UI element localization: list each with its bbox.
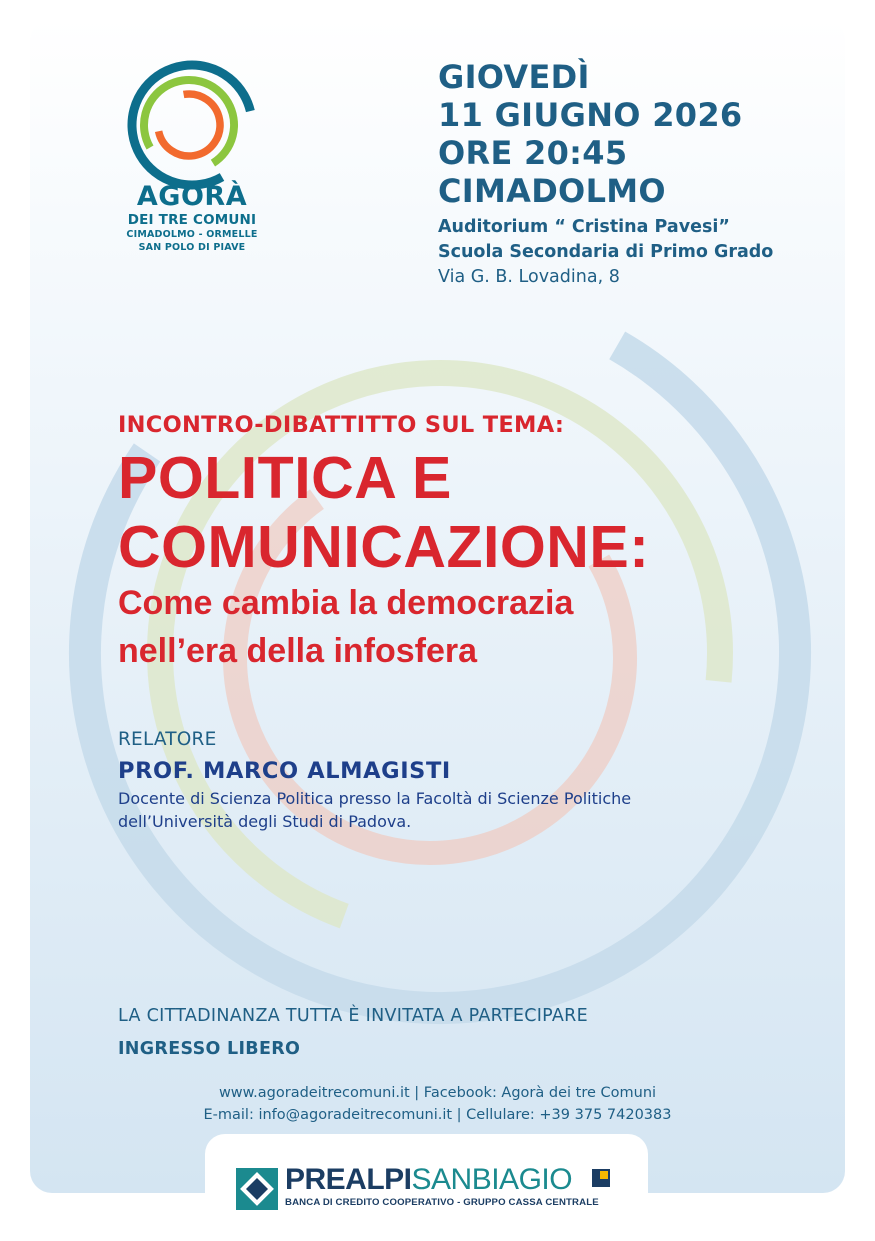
topic-subtitle-line2: nell’era della infosfera (118, 632, 478, 670)
event-city: CIMADOLMO (438, 172, 666, 210)
speaker-name: PROF. MARCO ALMAGISTI (118, 758, 451, 784)
agora-logo (112, 55, 272, 254)
venue-address: Via G. B. Lovadina, 8 (438, 267, 620, 287)
topic-subtitle-line1: Come cambia la democrazia (118, 584, 574, 622)
sponsor-brand-sanbiagio: SANBIAGIO (411, 1163, 573, 1196)
logo-towns-line2: SAN POLO DI PIAVE (138, 242, 246, 253)
sponsor-box (205, 1134, 648, 1241)
topic-title-line1: POLITICA E (118, 445, 452, 511)
speaker-block (118, 725, 631, 833)
venue-school: Scuola Secondaria di Primo Grado (438, 242, 774, 262)
event-date-block (438, 58, 742, 210)
logo-title: AGORÀ (136, 181, 248, 212)
logo-subtitle: DEI TRE COMUNI (127, 212, 257, 228)
topic-title-line2: COMUNICAZIONE: (118, 514, 650, 580)
contacts-block (0, 1082, 875, 1126)
contacts-email-line[interactable]: E-mail: info@agoradeitrecomuni.it | Cellulare: +39 375 7420383 (203, 1107, 672, 1123)
agora-rings-logo-icon (117, 55, 267, 190)
prealpi-diamond-logo-icon (236, 1168, 278, 1210)
invite-line1: LA CITTADINANZA TUTTA È INVITATA A PARTECIPARE (118, 1006, 588, 1026)
venue-name: Auditorium “ Cristina Pavesi” (438, 217, 730, 237)
sponsor-brand-prealpi: PREALPI (285, 1163, 412, 1196)
contacts-web-line[interactable]: www.agoradeitrecomuni.it | Facebook: Agorà dei tre Comuni (218, 1085, 657, 1101)
speaker-label: RELATORE (118, 729, 217, 750)
venue-block (438, 215, 773, 290)
invite-line2: INGRESSO LIBERO (118, 1039, 301, 1059)
sponsor-brand (285, 1163, 572, 1197)
sanbiagio-square-icon (592, 1169, 610, 1187)
event-day: GIOVEDÌ (438, 58, 590, 96)
sponsor-tagline: BANCA DI CREDITO COOPERATIVO - GRUPPO CASSA CENTRALE (285, 1197, 599, 1208)
topic-block (118, 410, 649, 674)
topic-kicker: INCONTRO-DIBATTITTO SUL TEMA: (118, 412, 565, 438)
speaker-desc-line2: dell’Università degli Studi di Padova. (118, 812, 412, 831)
speaker-desc-line1: Docente di Scienza Politica presso la Facoltà di Scienze Politiche (118, 789, 632, 808)
event-time: ORE 20:45 (438, 134, 628, 172)
invite-block (118, 1000, 588, 1066)
logo-towns-line1: CIMADOLMO - ORMELLE (126, 229, 258, 240)
event-date: 11 GIUGNO 2026 (438, 96, 743, 134)
